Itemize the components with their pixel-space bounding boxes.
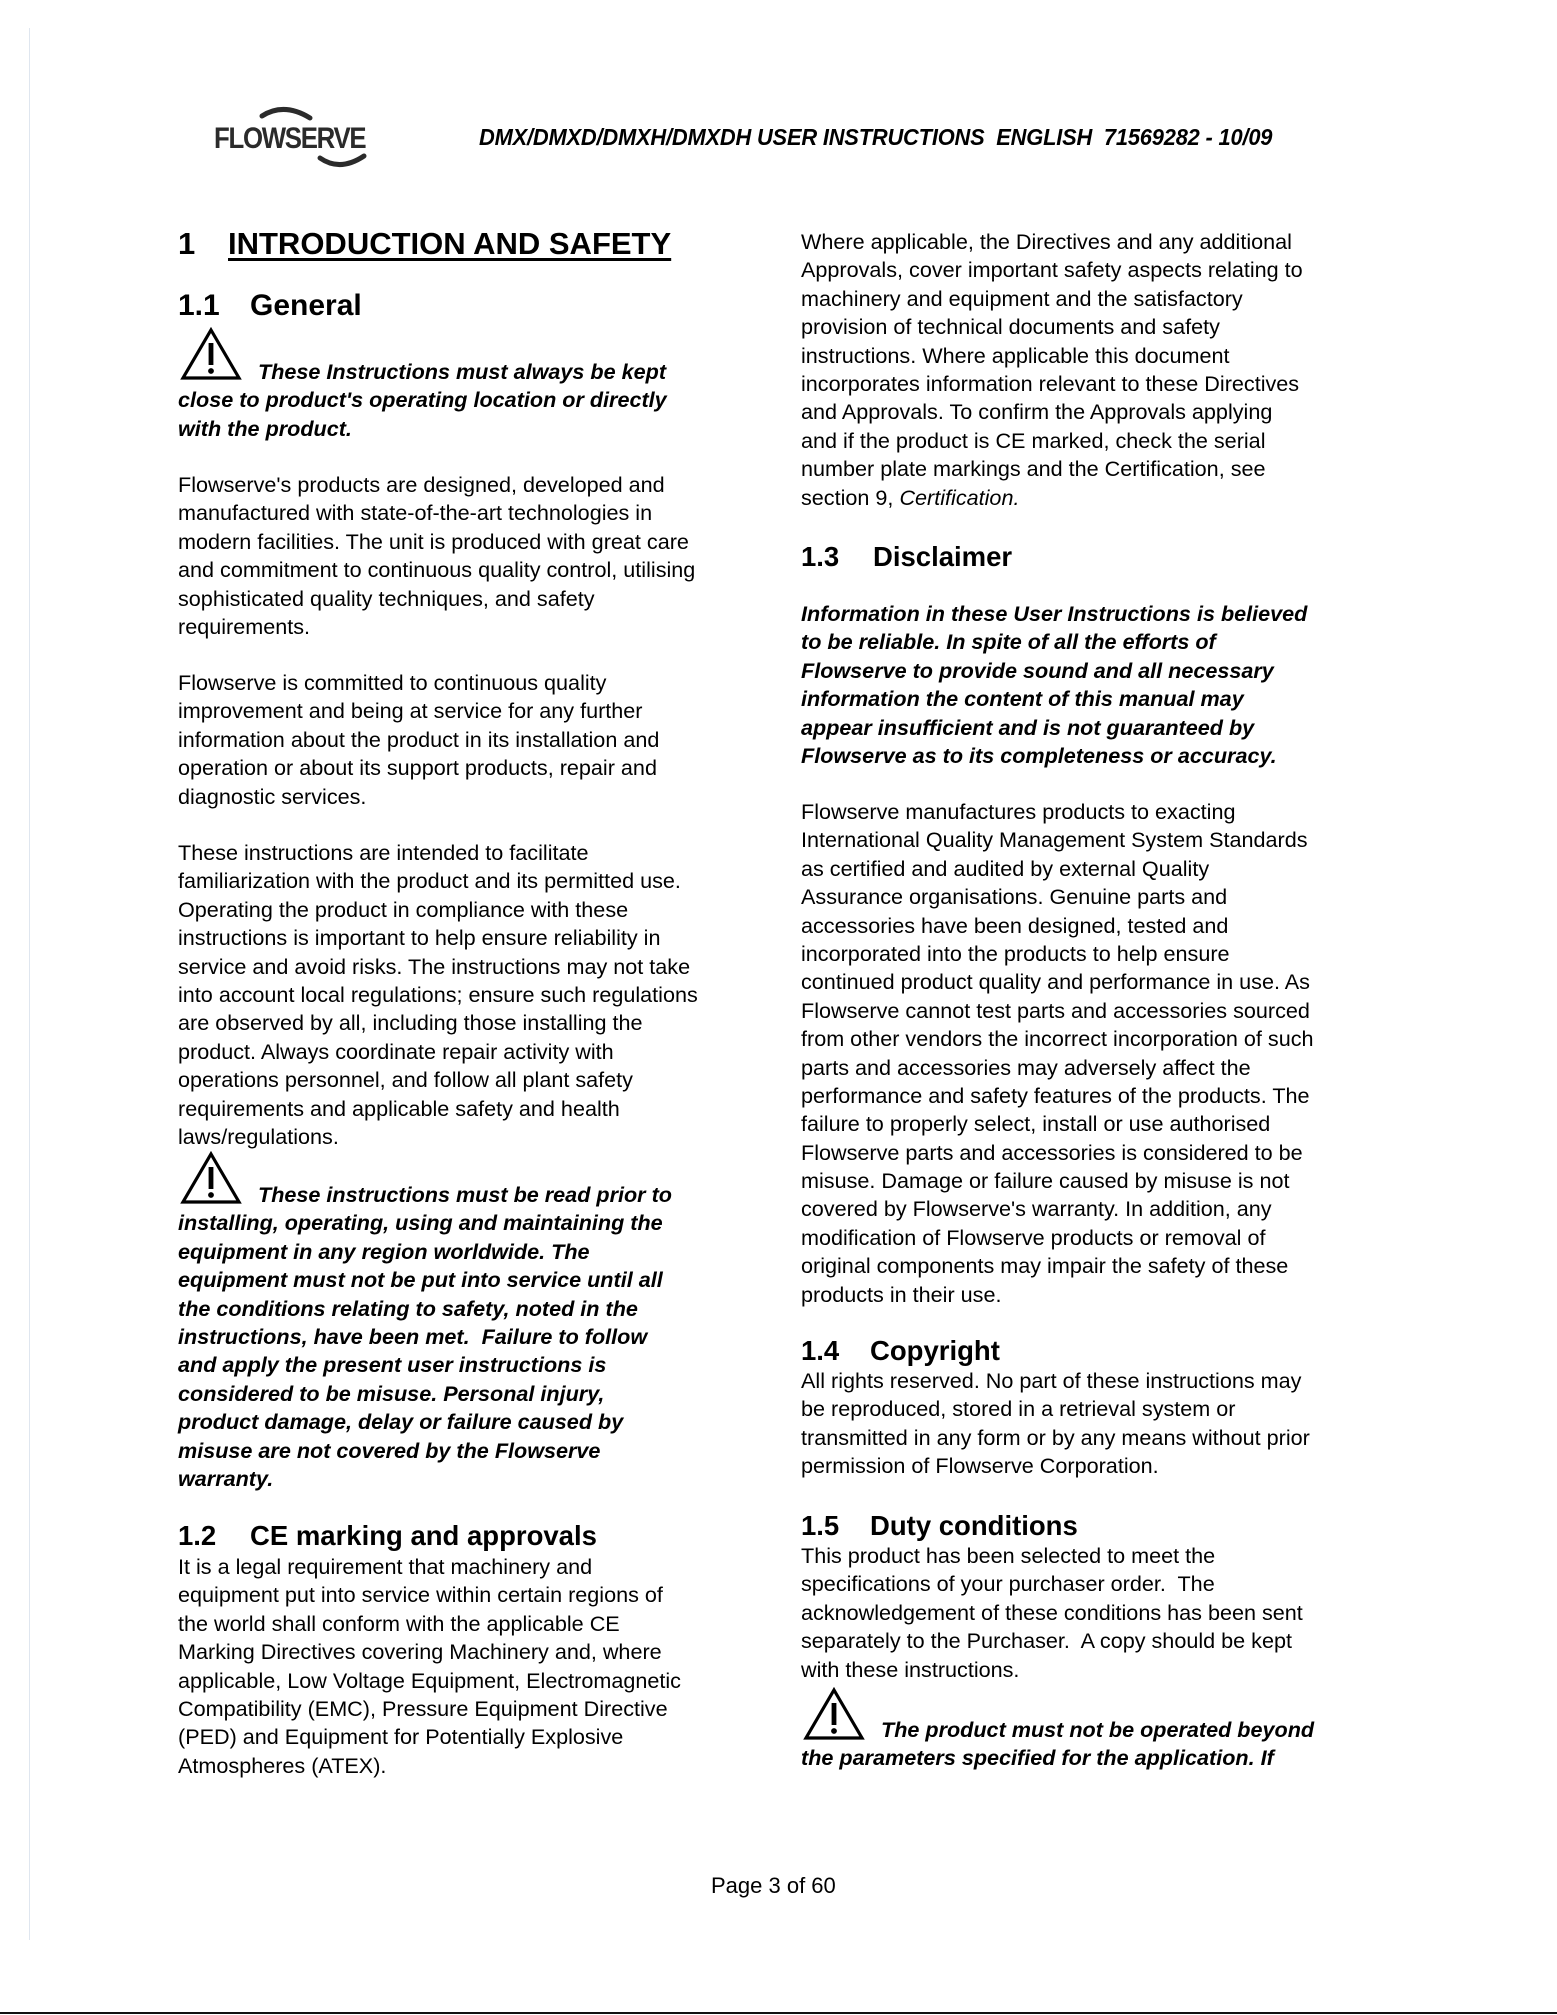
page-edge-line [29,28,30,1940]
logo-wordmark: FLOWSERVE [214,122,366,155]
section-1-3-heading [801,541,1013,573]
section-number: 1 [178,226,196,261]
section-number: 1.4 [801,1335,840,1366]
section-title: Disclaimer [873,541,1013,572]
flowserve-logo [214,98,386,180]
disclaimer-statement: Information in these User Instructions is believed to be reliable. In spite of all the efforts of Flowserve to provide sound and all necessary information the content of this manual may appear insufficient and is not guaranteed by Flowserve as to its completeness or accuracy. [801,601,1308,768]
section-number: 1.2 [178,1520,217,1551]
duty-conditions-paragraph: This product has been selected to meet the specifications of your purchaser order. The acknowledgement of these conditions has been sent separately to the Purchaser. A copy should be kept with these instructions. [801,1543,1303,1682]
section-1-1-heading [178,289,362,322]
general-paragraph-1: Flowserve's products are designed, developed and manufactured with state-of-the-art technologies in modern facilities. The unit is produced with great care and commitment to continuous quality control, utilising sophisticated quality techniques, and safety requirements. [178,472,696,639]
section-title: Duty conditions [870,1510,1078,1541]
general-paragraph-2: Flowserve is committed to continuous quality improvement and being at service for any further information about the product in its installation and operation or about its support products, repair and diagnostic services. [178,670,660,809]
section-title: CE marking and approvals [250,1520,597,1551]
ce-approvals-paragraph: Where applicable, the Directives and any additional Approvals, cover important safety aspects relating to machinery and equipment and the satisfactory provision of technical documents and safety instructions. Where applicable this document incorporates information relevant to these Directives and Approvals. To confirm the Approvals applying and if the product is CE marked, check the serial number plate markings and the Certification, see section 9, Certification. [801,229,1303,510]
warning-read-prior: These instructions must be read prior to installing, operating, using and maintaining the equipment in any region worldwide. The equipment must not be put into service until all the conditions relating to safety, noted in the instructions, have been met. Failure to follow and apply the present user instructions is considered to be misuse. Personal injury, product damage, delay or failure caused by misuse are not covered by the Flowserve warranty. [178,1182,672,1491]
copyright-paragraph: All rights reserved. No part of these instructions may be reproduced, stored in a retrieval system or transmitted in any form or by any means without prior permission of Flowserve Corporation. [801,1368,1310,1479]
quality-parts-paragraph: Flowserve manufactures products to exacting International Quality Management System Standards as certified and audited by external Quality Assurance organisations. Genuine parts and accessories have been designed, tested and incorporated into the products to help ensure continued product quality and performance in use. As Flowserve cannot test parts and accessories sourced from other vendors the incorrect incorporation of such parts and accessories may adversely affect the performance and safety features of the products. The failure to properly select, install or use authorised Flowserve parts and accessories is considered to be misuse. Damage or failure caused by misuse is not covered by Flowserve's warranty. In addition, any modification of Flowserve products or removal of original components may impair the safety of these products in their use. [801,799,1314,1307]
general-paragraph-3: These instructions are intended to facilitate familiarization with the product and its permitted use. Operating the product in compliance with these instructions is important to help ensure reliability in service and avoid risks. The instructions may not take into account local regulations; ensure such regulations are observed by all, including those installing the product. Always coordinate repair activity with operations personnel, and follow all plant safety requirements and applicable safety and health laws/regulations. [178,840,698,1149]
section-1-5-heading [801,1510,1078,1542]
warning-operating-parameters: The product must not be operated beyond the parameters specified for the application. If [801,1717,1315,1771]
section-number: 1.3 [801,541,840,572]
warning-keep-instructions: These Instructions must always be kept close to product's operating location or directly with the product. [178,359,667,441]
section-title: INTRODUCTION AND SAFETY [228,226,672,261]
bottom-divider [0,2012,1557,2014]
section-title: Copyright [870,1335,1000,1366]
document-header-title: DMX/DMXD/DMXH/DMXDH USER INSTRUCTIONS ENGLISH 71569282 - 10/09 [479,124,1273,150]
section-number: 1.1 [178,289,220,322]
section-number: 1.5 [801,1510,840,1541]
page-number: Page 3 of 60 [711,1873,836,1898]
section-1-4-heading [801,1335,1000,1367]
section-1-2-heading [178,1520,597,1552]
certification-reference-link[interactable]: Certification. [899,484,1020,510]
section-title: General [250,289,362,322]
ce-marking-paragraph: It is a legal requirement that machinery and equipment put into service within certain regions of the world shall conform with the applicable CE Marking Directives covering Machinery and, where applicable, Low Voltage Equipment, Electromagnetic Compatibility (EMC), Pressure Equipment Directive (PED) and Equipment for Potentially Explosive Atmospheres (ATEX). [178,1554,681,1778]
